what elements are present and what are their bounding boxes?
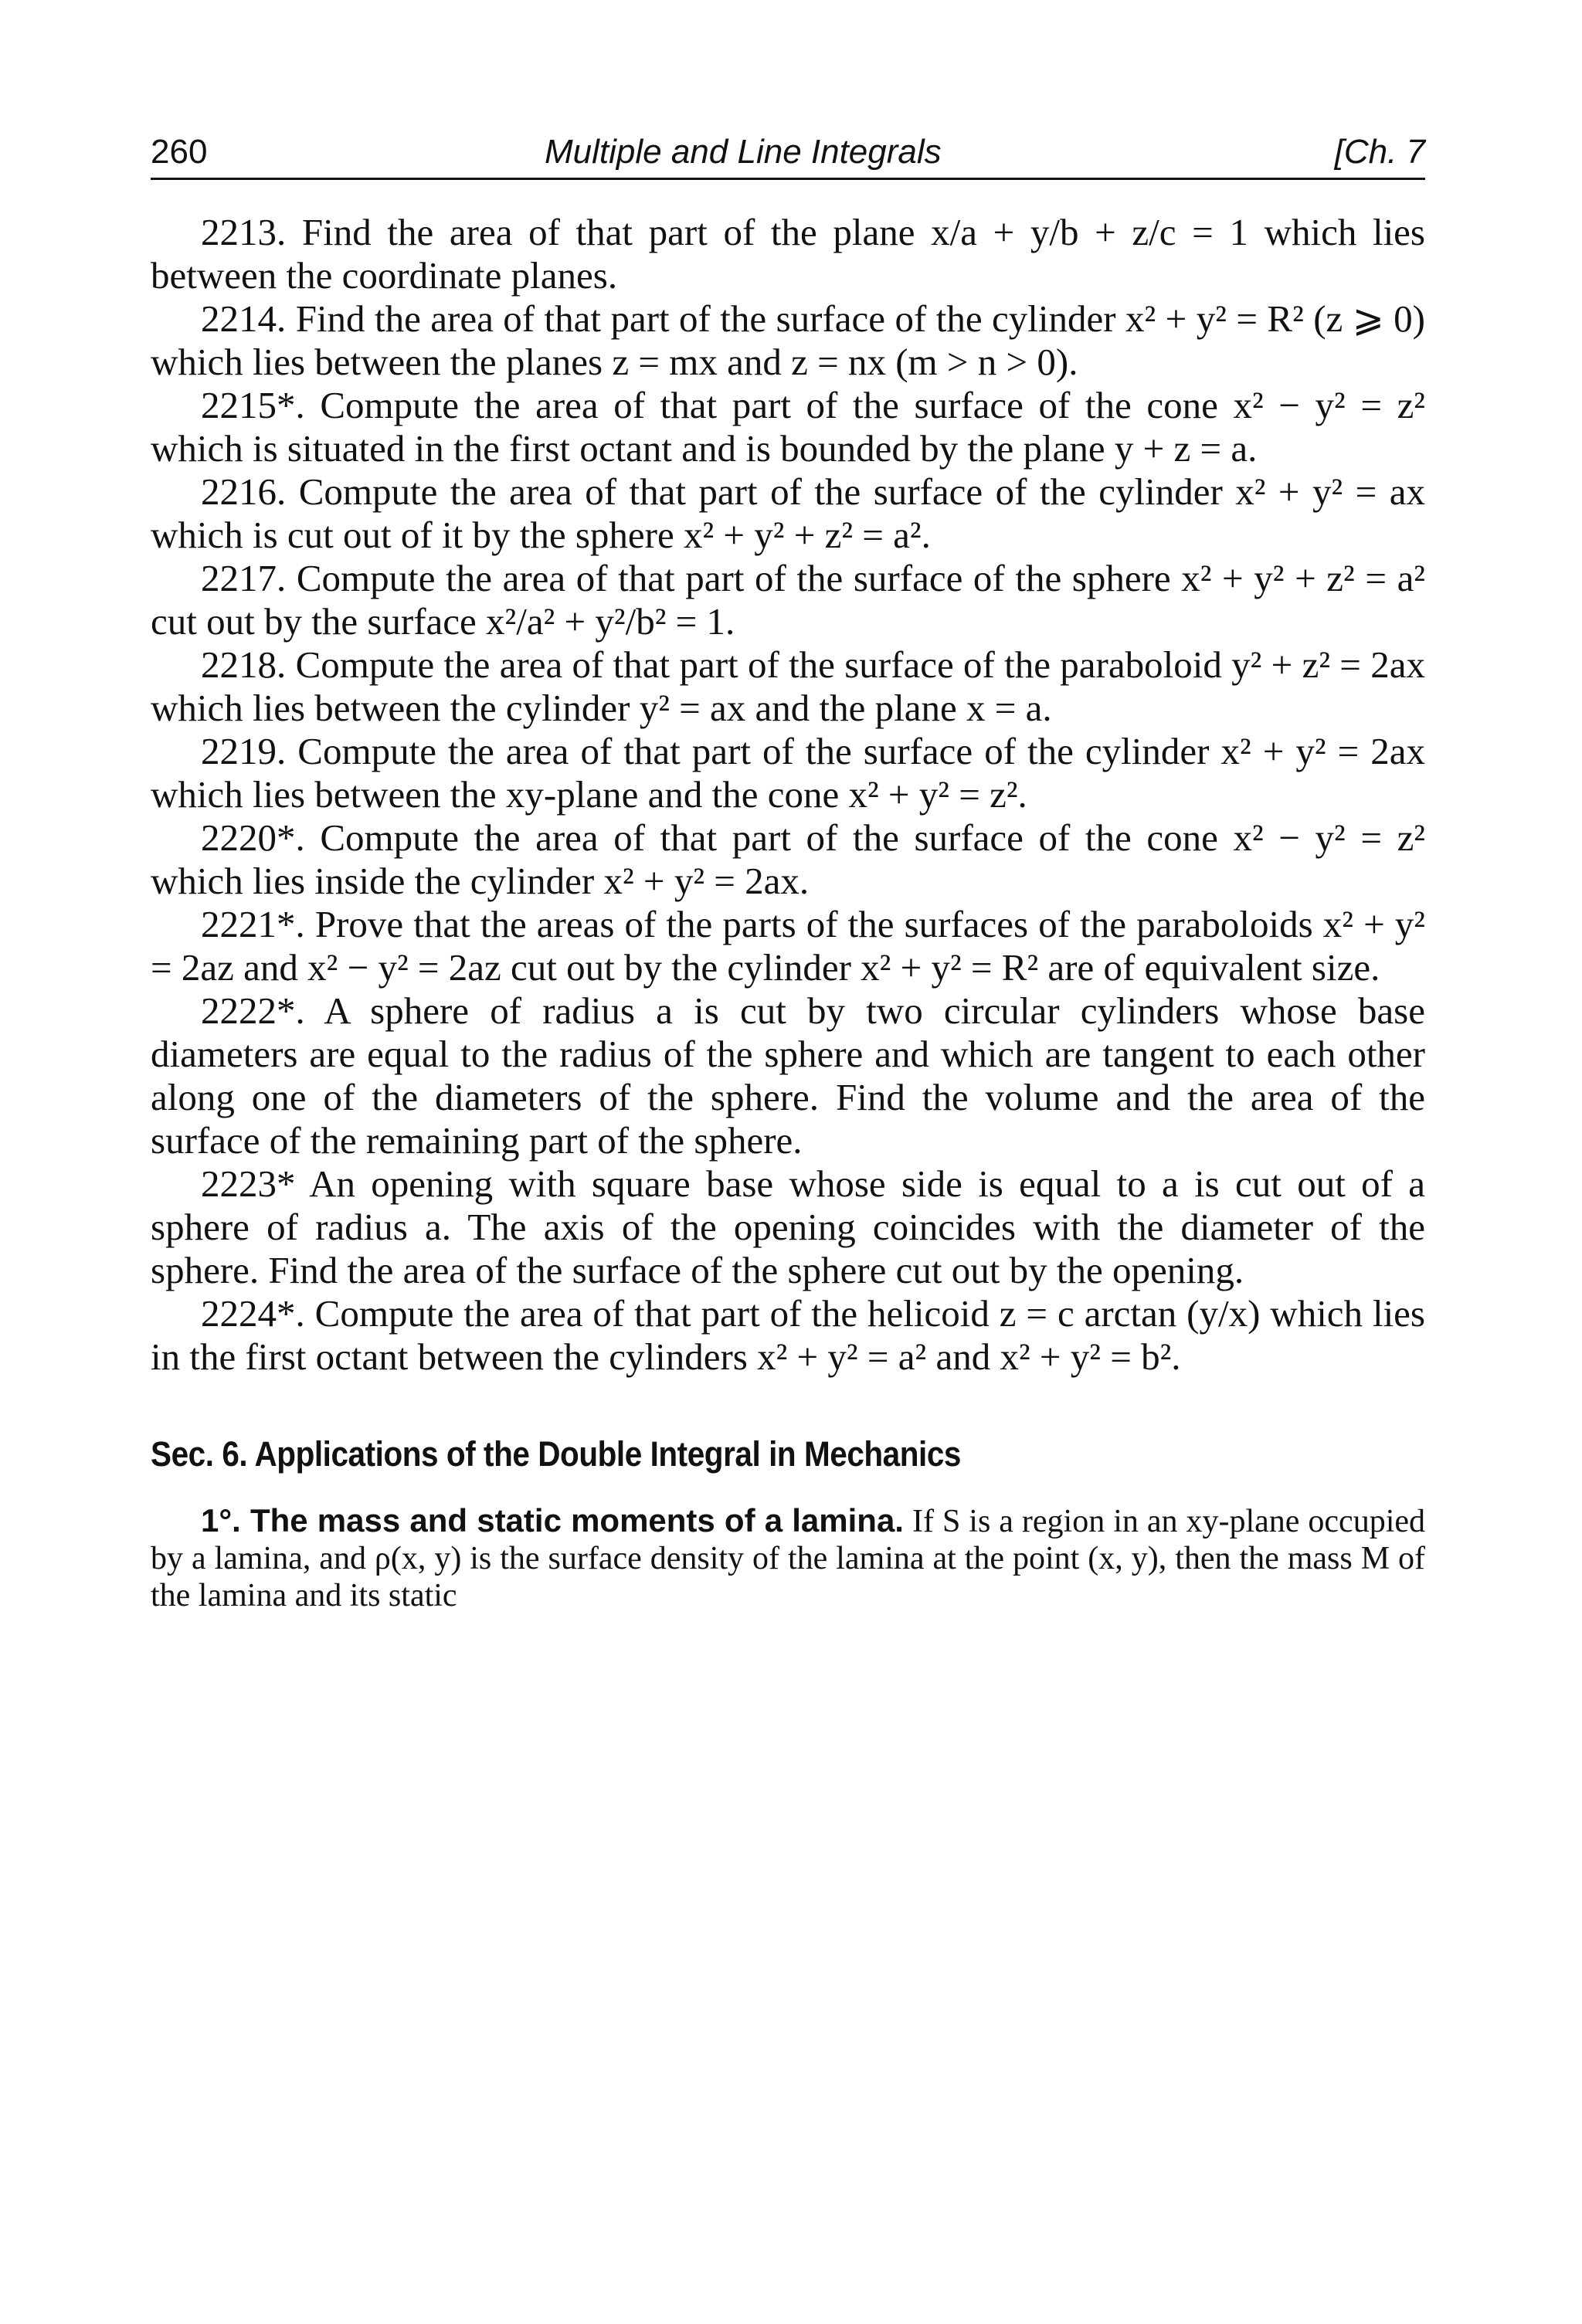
section-heading: Sec. 6. Applications of the Double Integral in Mechanics	[151, 1434, 962, 1474]
problem-2215: 2215*. Compute the area of that part of the surface of the cone x² − y² = z² which is situated in the first octant and is bounded by the plane y + z = a.	[151, 384, 1426, 470]
problem-2213: 2213. Find the area of that part of the plane x/a + y/b + z/c = 1 which lies between the coordinate planes.	[151, 211, 1426, 297]
problem-2224: 2224*. Compute the area of that part of the helicoid z = c arctan (y/x) which lies in the first octant between the cylinders x² + y² = a² and x² + y² = b².	[151, 1292, 1425, 1378]
problem-2219: 2219. Compute the area of that part of the surface of the cylinder x² + y² = 2ax which lies between the xy-plane and the cone x² + y² = z².	[151, 730, 1425, 816]
problem-2220: 2220*. Compute the area of that part of the surface of the cone x² − y² = z² which lies inside the cylinder x² + y² = 2ax.	[151, 816, 1426, 902]
problem-2214: 2214. Find the area of that part of the surface of the cylinder x² + y² = R² (z ⩾ 0) which lies between the planes z = mx and z = nx (m > n > 0).	[151, 297, 1426, 383]
book-page	[151, 131, 1425, 1647]
problem-list	[151, 211, 1425, 1379]
problem-2218: 2218. Compute the area of that part of the surface of the paraboloid y² + z² = 2ax which lies between the cylinder y² = ax and the plane x = a.	[151, 643, 1425, 729]
running-title: Multiple and Line Integrals	[545, 133, 942, 171]
chapter-marker: [Ch. 7	[1334, 133, 1425, 171]
problem-2223: 2223* An opening with square base whose side is equal to a is cut out of a sphere of radius a. The axis of the opening coincides with the diameter of the sphere. Find the area of the surface of the sphere cut out by the opening.	[151, 1162, 1426, 1291]
section-intro	[151, 1502, 1425, 1614]
intro-lead: 1°. The mass and static moments of a lamina.	[201, 1502, 904, 1539]
problem-2221: 2221*. Prove that the areas of the parts of the surfaces of the paraboloids x² + y² = 2az and x² − y² = 2az cut out by the cylinder x² + y² = R² are of equivalent size.	[151, 903, 1425, 989]
problem-2216: 2216. Compute the area of that part of the surface of the cylinder x² + y² = ax which is cut out of it by the sphere x² + y² + z² = a².	[151, 470, 1425, 556]
problem-2222: 2222*. A sphere of radius a is cut by two circular cylinders whose base diameters are equal to the radius of the sphere and which are tangent to each other along one of the diameters of the sphere. Find the volume and the area of the surface of the remaining part of the sphere.	[151, 989, 1426, 1162]
page-number: 260	[151, 133, 208, 171]
running-header	[151, 131, 1425, 180]
intro-text: If S is a region in an xy-plane occupied by a lamina, and ρ(x, y) is the surface density of the lamina at the point (x, y), then the mass M of the lamina and its static	[151, 1504, 1426, 1613]
problem-2217: 2217. Compute the area of that part of the surface of the sphere x² + y² + z² = a² cut out by the surface x²/a² + y²/b² = 1.	[151, 557, 1426, 643]
